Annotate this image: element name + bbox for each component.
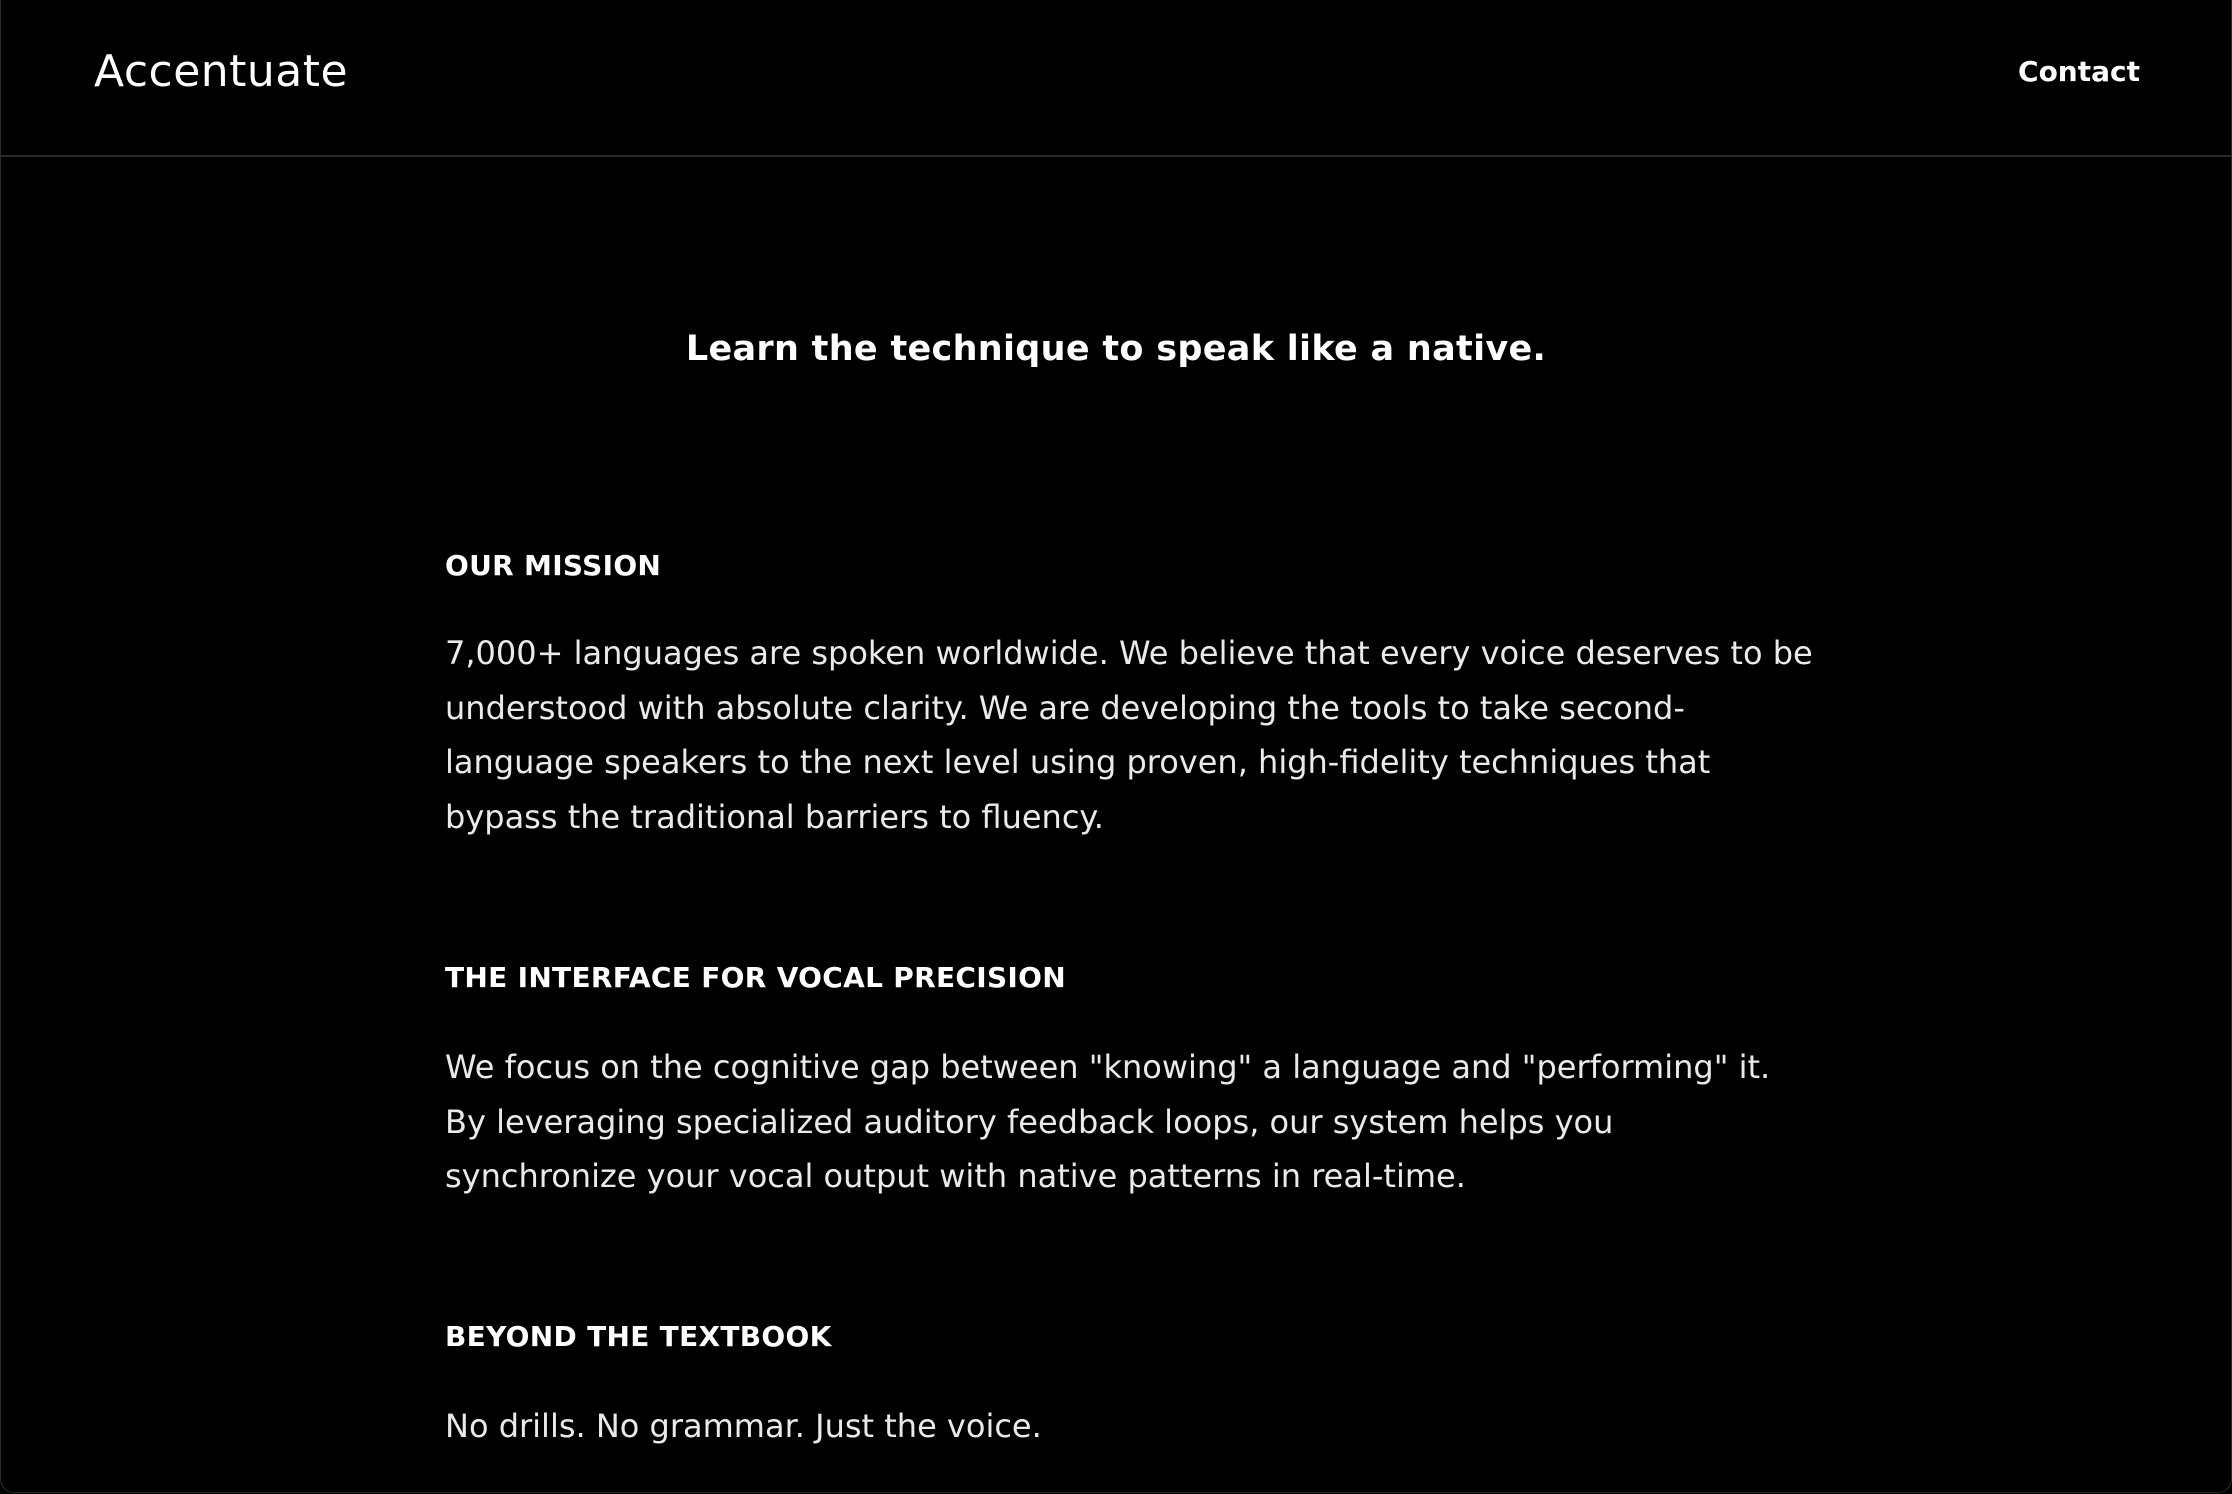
section-heading: OUR MISSION (445, 549, 662, 582)
contact-link[interactable]: Contact (2018, 55, 2140, 88)
section-heading: THE INTERFACE FOR VOCAL PRECISION (445, 961, 1066, 994)
brand-logo[interactable]: Accentuate (94, 46, 349, 97)
section-body: We focus on the cognitive gap between "knowing" a language and "performing" it. By leveraging specialized auditory feedback loops, our system helps you synchronize your vocal output with native patterns in real-time. (445, 1048, 1771, 1195)
section-body: 7,000+ languages are spoken worldwide. We believe that every voice deserves to be understood with absolute clarity. We are developing the tools to take second-language speakers to the next level using proven, high-fidelity techniques that bypass the traditional barriers to fluency. (445, 634, 1813, 836)
section-heading: BEYOND THE TEXTBOOK (445, 1320, 832, 1353)
vocal-precision-section (445, 960, 1815, 1204)
beyond-textbook-section (445, 1319, 1042, 1454)
top-navbar (0, 0, 2232, 157)
hero-tagline: Learn the technique to speak like a native. (685, 329, 1547, 369)
mission-section (445, 548, 1815, 844)
section-body: No drills. No grammar. Just the voice. (445, 1407, 1042, 1445)
